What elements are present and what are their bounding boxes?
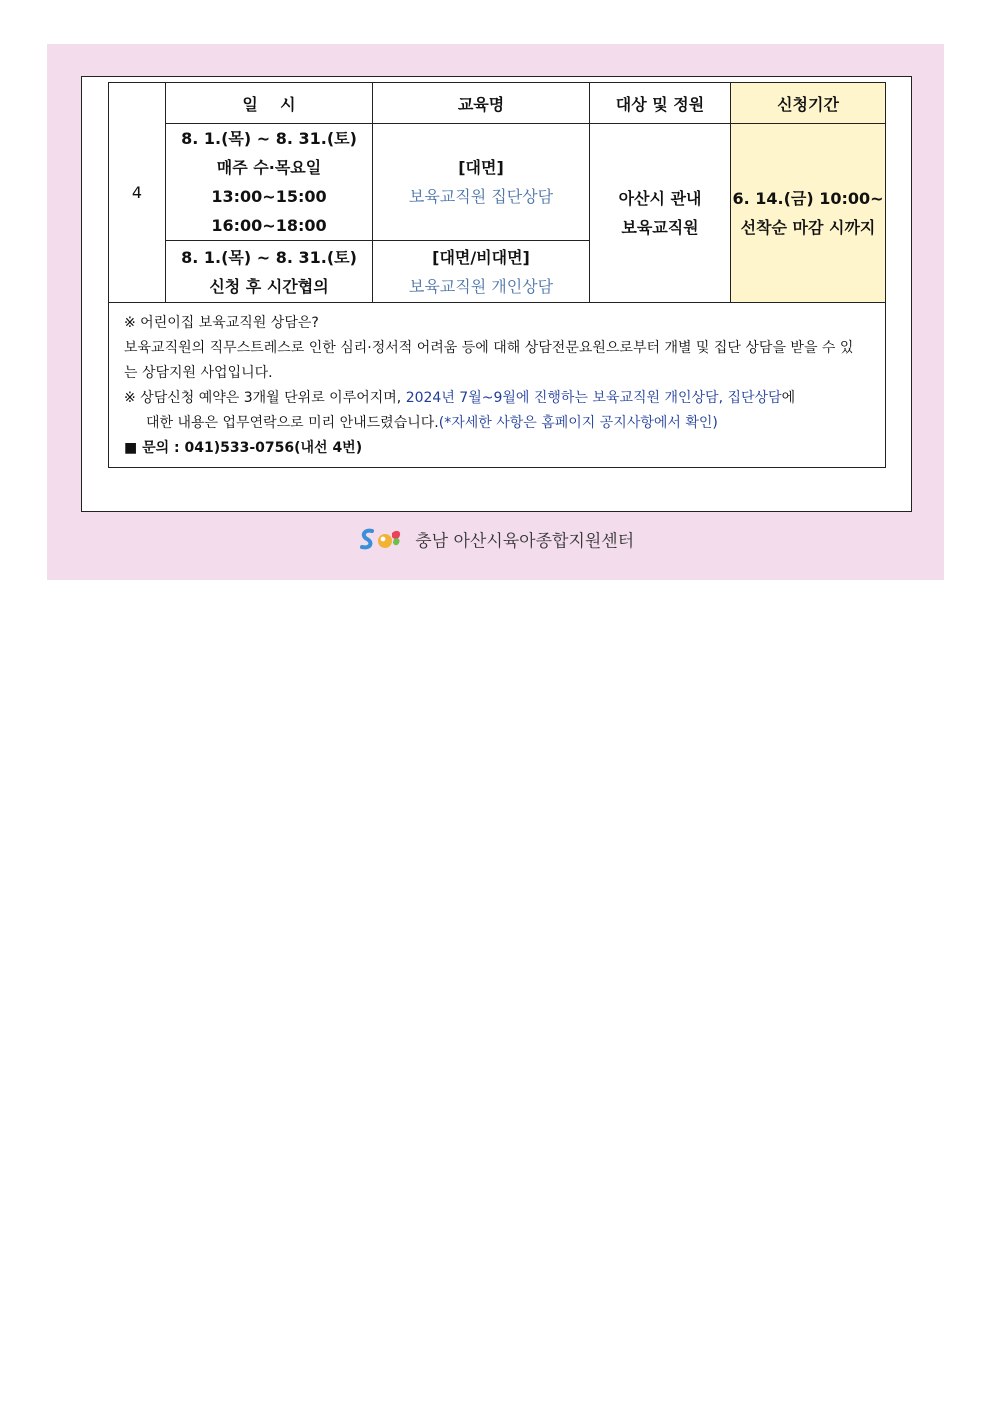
- header-period: 신청기간: [731, 83, 886, 124]
- row2-date: [166, 241, 373, 303]
- notes-schedule-c: 에: [781, 390, 796, 406]
- notes-row: [109, 303, 886, 468]
- round-cell: 4: [109, 83, 166, 303]
- target-line: 아산시 관내: [618, 189, 702, 208]
- notes-info-b: (*자세한 사항은 홈페이지 공지사항에서 확인): [438, 415, 718, 431]
- notes-cell: [109, 303, 886, 468]
- period-line: 6. 14.(금) 10:00~: [732, 189, 884, 208]
- notes-description: 보육교직원의 직무스트레스로 인한 심리·정서적 어려움 등에 대해 상담전문요원으로부터 개별 및 집단 상담을 받을 수 있는 상담지원 사업입니다.: [124, 340, 854, 381]
- row1-program-name: 보육교직원 집단상담: [408, 187, 554, 206]
- notes-question: ※ 어린이집 보육교직원 상담은?: [124, 315, 319, 331]
- notes-info-a: 대한 내용은 업무연락으로 미리 안내드렸습니다.: [146, 415, 439, 431]
- notes-schedule-b: 2024년 7월~9월에 진행하는 보육교직원 개인상담, 집단상담: [405, 390, 782, 406]
- row1-date-line: 매주 수·목요일: [216, 158, 322, 177]
- row2-program-name: 보육교직원 개인상담: [408, 276, 554, 296]
- row2-type: [대면/비대면]: [432, 247, 530, 267]
- table-header-row: [109, 83, 886, 124]
- notes-info: [124, 411, 857, 436]
- header-date: 일 시: [166, 83, 373, 124]
- row1-program: [373, 124, 590, 241]
- row2-date-line: 신청 후 시간협의: [209, 276, 329, 296]
- notes-contact: ■ 문의 : 041)533-0756(내선 4번): [124, 440, 363, 456]
- notes-schedule-a: ※ 상담신청 예약은 3개월 단위로 이루어지며,: [124, 390, 406, 406]
- row1-date-line: 8. 1.(목) ~ 8. 31.(토): [181, 129, 357, 148]
- header-target: 대상 및 정원: [590, 83, 731, 124]
- row1-date-line: 16:00~18:00: [211, 216, 327, 235]
- org-name: 충남 아산시육아종합지원센터: [415, 531, 635, 552]
- header-program: 교육명: [373, 83, 590, 124]
- table-row: [109, 124, 886, 241]
- period-line: 선착순 마감 시까지: [740, 218, 876, 237]
- row1-type: [대면]: [458, 158, 504, 177]
- period-cell: [731, 124, 886, 303]
- row1-date-line: 13:00~15:00: [211, 187, 327, 206]
- row2-date-line: 8. 1.(목) ~ 8. 31.(토): [181, 247, 357, 267]
- notes-schedule: [124, 386, 857, 411]
- target-cell: [590, 124, 731, 303]
- row1-date: [166, 124, 373, 241]
- schedule-table: [108, 82, 886, 468]
- footer: [0, 526, 992, 552]
- row2-program: [373, 241, 590, 303]
- target-line: 보육교직원: [621, 218, 699, 237]
- org-logo-icon: [358, 526, 404, 552]
